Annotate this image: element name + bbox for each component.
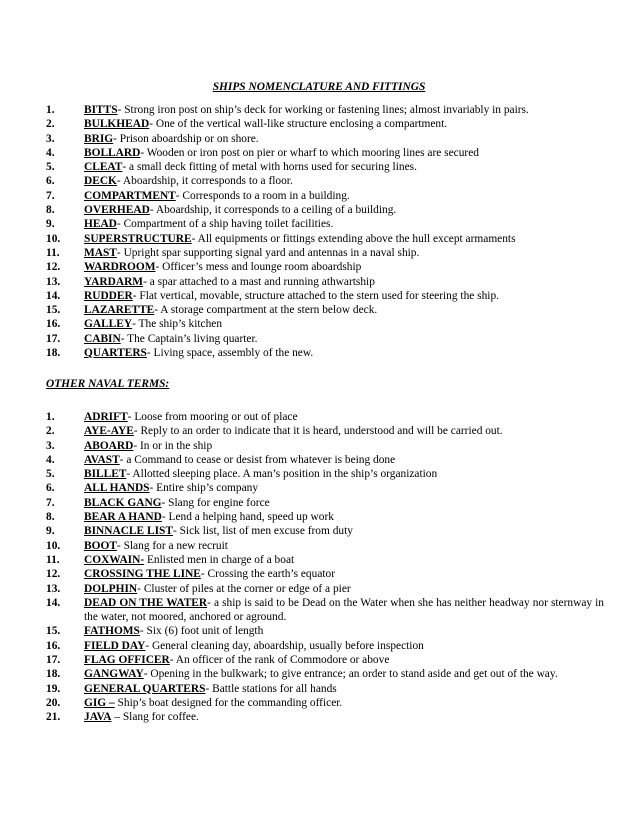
item-definition: - The ship’s kitchen [132, 318, 223, 331]
list-item [46, 260, 604, 274]
item-number: 9. [46, 218, 55, 231]
item-definition: - One of the vertical wall-like structure enclosing a compartment. [149, 118, 448, 131]
item-number: 17. [46, 332, 61, 345]
item-number: 5. [46, 468, 55, 481]
item-definition: - Lend a helping hand, speed up work [161, 511, 334, 524]
item-number: 15. [46, 625, 61, 638]
item-number: 16. [46, 639, 61, 652]
item-definition: - Living space, assembly of the new. [146, 347, 314, 360]
item-term: GANGWAY [84, 668, 144, 681]
item-term: FLAG OFFICER [84, 654, 170, 667]
item-term: BILLET [84, 468, 127, 481]
list-item [46, 582, 604, 596]
item-number: 2. [46, 425, 55, 438]
item-term: RUDDER [84, 289, 133, 302]
section-heading: OTHER NAVAL TERMS: [46, 378, 170, 390]
item-term: DECK [84, 175, 117, 188]
item-number: 10. [46, 539, 61, 552]
list-item [46, 317, 604, 331]
item-definition: - Entire ship’s company [149, 482, 259, 495]
item-term: QUARTERS [84, 347, 147, 360]
list-item [46, 103, 604, 117]
list-item [46, 467, 604, 481]
item-definition: - A storage compartment at the stern below deck. [154, 304, 378, 317]
item-definition: - Loose from mooring or out of place [127, 411, 298, 423]
item-term: FIELD DAY [84, 639, 146, 652]
item-term: SUPERSTRUCTURE [84, 232, 192, 245]
list-item [46, 567, 604, 581]
item-definition: - Crossing the earth’s equator [200, 568, 336, 581]
item-number: 8. [46, 511, 55, 524]
item-term: YARDARM [84, 275, 144, 288]
item-definition: - Strong iron post on ship’s deck for working or fastening lines; almost invariably in pairs. [117, 104, 529, 116]
item-term: AYE-AYE [84, 425, 134, 438]
list-item [46, 639, 604, 653]
item-definition: - Upright spar supporting signal yard and antennas in a naval ship. [116, 246, 420, 259]
item-definition: - Reply to an order to indicate that it is heard, understood and will be carried out. [133, 425, 503, 438]
item-term: CLEAT [84, 161, 123, 174]
item-definition: - Aboardship, it corresponds to a floor. [116, 175, 293, 188]
item-term: AVAST [84, 453, 120, 466]
item-term: DOLPHIN [84, 582, 138, 595]
item-definition: - Wooden or iron post on pier or wharf to which mooring lines are secured [140, 146, 479, 159]
item-number: 8. [46, 204, 55, 217]
item-term: BITTS [84, 104, 118, 116]
naval-terms-list [46, 410, 604, 725]
list-item [46, 203, 604, 217]
item-term: COMPARTMENT [84, 189, 176, 202]
item-number: 7. [46, 189, 55, 202]
item-term: COXWAIN- [84, 553, 145, 566]
item-term: CROSSING THE LINE [84, 568, 201, 581]
item-number: 11. [46, 246, 60, 259]
list-item [46, 232, 604, 246]
list-item [46, 146, 604, 160]
item-definition: – Slang for coffee. [111, 711, 199, 724]
item-number: 2. [46, 118, 55, 131]
item-definition: - Corresponds to a room in a building. [175, 189, 350, 202]
item-term: JAVA [84, 711, 112, 724]
item-definition: Ship’s boat designed for the commanding officer. [114, 696, 343, 709]
item-term: LAZARETTE [84, 304, 155, 317]
item-term: GENERAL QUARTERS [84, 682, 206, 695]
item-term: BINNACLE LIST [84, 525, 173, 538]
item-term: OVERHEAD [84, 204, 150, 217]
item-definition: - The Captain’s living quarter. [120, 332, 258, 345]
item-definition: Enlisted men in charge of a boat [144, 553, 295, 566]
item-definition: - Compartment of a ship having toilet facilities. [116, 218, 334, 231]
item-definition: - All equipments or fittings extending above the hull except armaments [191, 232, 516, 245]
item-term: BULKHEAD [84, 118, 150, 131]
item-definition: - Cluster of piles at the corner or edge of a pier [137, 582, 351, 595]
item-term: BOOT [84, 539, 117, 552]
item-term: CABIN [84, 332, 121, 345]
item-term: BRIG [84, 132, 114, 145]
item-term: HEAD [84, 218, 117, 231]
item-term: ADRIFT [84, 411, 128, 423]
item-definition: - Prison aboardship or on shore. [113, 132, 259, 145]
item-number: 5. [46, 161, 55, 174]
list-item [46, 496, 604, 510]
list-item [46, 332, 604, 346]
item-definition: - Slang for engine force [161, 496, 270, 509]
item-definition: - Aboardship, it corresponds to a ceiling of a building. [149, 204, 397, 217]
item-term: ALL HANDS [84, 482, 150, 495]
list-item [46, 624, 604, 638]
list-item [46, 682, 604, 696]
item-number: 14. [46, 289, 61, 302]
item-number: 4. [46, 453, 55, 466]
list-item [46, 189, 604, 203]
item-definition: - Opening in the bulkwark; to give entrance; an order to stand aside and get out of the way. [143, 668, 558, 681]
item-number: 15. [46, 304, 61, 317]
item-definition: - An officer of the rank of Commodore or above [169, 654, 390, 667]
list-item [46, 653, 604, 667]
list-item [46, 346, 604, 360]
item-definition: - Six (6) foot unit of length [139, 625, 264, 638]
item-definition: - Flat vertical, movable, structure attached to the stern used for steering the ship. [132, 289, 500, 302]
nomenclature-list [46, 103, 604, 360]
item-number: 13. [46, 582, 61, 595]
item-number: 1. [46, 411, 55, 423]
item-term: WARDROOM [84, 261, 156, 274]
item-definition: - Allotted sleeping place. A man’s position in the ship’s organization [126, 468, 438, 481]
item-number: 19. [46, 682, 61, 695]
item-term: FATHOMS [84, 625, 140, 638]
item-number: 21. [46, 711, 61, 724]
list-item [46, 453, 604, 467]
item-term: BEAR A HAND [84, 511, 162, 524]
list-item [46, 696, 604, 710]
item-definition: - a small deck fitting of metal with horns used for securing lines. [122, 161, 417, 174]
list-item [46, 667, 604, 681]
item-number: 1. [46, 104, 55, 116]
item-number: 3. [46, 132, 55, 145]
list-item [46, 275, 604, 289]
list-item [46, 539, 604, 553]
item-definition: - a ship is said to be Dead on the Water when she has neither headway nor sternway in the water, not moored, anchored or aground. [84, 596, 604, 624]
item-number: 18. [46, 668, 61, 681]
item-definition: - Slang for a new recruit [116, 539, 228, 552]
list-item [46, 160, 604, 174]
item-term: GIG – [84, 696, 115, 709]
item-number: 3. [46, 439, 55, 452]
item-number: 6. [46, 175, 55, 188]
item-definition: - a Command to cease or desist from whatever is being done [119, 453, 396, 466]
item-number: 20. [46, 696, 61, 709]
list-item [46, 439, 604, 453]
item-definition: - General cleaning day, aboardship, usually before inspection [145, 639, 424, 652]
item-definition: - a spar attached to a mast and running athwartship [143, 275, 375, 288]
item-term: BOLLARD [84, 146, 141, 159]
list-item [46, 289, 604, 303]
item-term: MAST [84, 246, 117, 259]
item-term: ABOARD [84, 439, 134, 452]
list-item [46, 174, 604, 188]
item-definition: - Battle stations for all hands [205, 682, 337, 695]
item-number: 9. [46, 525, 55, 538]
item-number: 17. [46, 654, 61, 667]
list-item [46, 481, 604, 495]
item-number: 13. [46, 275, 61, 288]
list-item [46, 303, 604, 317]
item-term: GALLEY [84, 318, 133, 331]
list-item [46, 524, 604, 538]
list-item [46, 117, 604, 131]
list-item [46, 410, 604, 424]
item-number: 16. [46, 318, 61, 331]
list-item [46, 132, 604, 146]
list-item [46, 424, 604, 438]
list-item [46, 596, 604, 625]
item-definition: - Sick list, list of men excuse from duty [172, 525, 353, 538]
item-number: 4. [46, 146, 55, 159]
item-number: 12. [46, 568, 61, 581]
list-item [46, 246, 604, 260]
item-definition: - In or in the ship [133, 439, 213, 452]
item-number: 18. [46, 347, 61, 360]
list-item [46, 510, 604, 524]
list-item [46, 710, 604, 724]
item-term: BLACK GANG [84, 496, 162, 509]
item-term: DEAD ON THE WATER [84, 596, 208, 609]
item-number: 12. [46, 261, 61, 274]
item-number: 6. [46, 482, 55, 495]
item-number: 11. [46, 553, 60, 566]
item-number: 10. [46, 232, 61, 245]
list-item [46, 217, 604, 231]
document-title: SHIPS NOMENCLATURE AND FITTINGS [212, 81, 426, 93]
item-number: 14. [46, 596, 61, 609]
item-definition: - Officer’s mess and lounge room aboardship [155, 261, 362, 274]
item-number: 7. [46, 496, 55, 509]
list-item [46, 553, 604, 567]
